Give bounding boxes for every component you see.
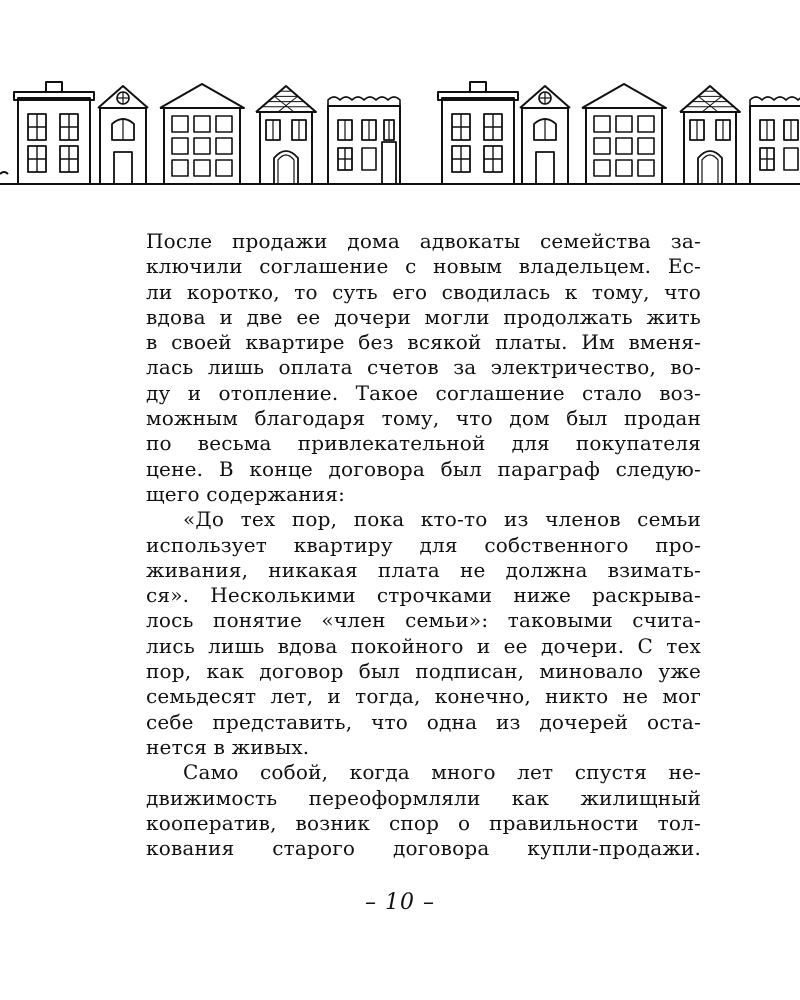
text-line: нется в живых. — [146, 734, 310, 759]
text-line: вдова и две ее дочери могли продолжать жить — [146, 304, 701, 329]
text-line: ключили соглашение с новым владельцем. Ес- — [146, 254, 701, 279]
text-line: в своей квартире без всякой платы. Им вменя- — [146, 330, 701, 355]
text-line: можным благодаря тому, что дом был продан — [146, 406, 701, 431]
text-line: «До тех пор, пока кто-то из членов семьи — [183, 507, 701, 532]
text-line: ду и отопление. Такое соглашение стало воз- — [146, 380, 701, 405]
text-line: по весьма привлекательной для покупателя — [146, 431, 701, 456]
text-line: движимость переоформляли как жилищный — [146, 785, 701, 810]
text-line: себе представить, что одна из дочерей оста- — [146, 709, 701, 734]
text-line: Само собой, когда много лет спустя не- — [183, 760, 701, 785]
text-line: пор, как договор был подписан, миновало уже — [146, 659, 701, 684]
body-text — [146, 229, 701, 861]
page-number: – 10 – — [365, 890, 435, 915]
text-line: лось понятие «член семьи»: таковыми счита- — [146, 608, 701, 633]
houses-illustration — [0, 78, 800, 188]
text-line: щего содержания: — [146, 481, 346, 506]
text-line: использует квартиру для собственного про- — [146, 532, 701, 557]
text-line: живания, никакая плата не должна взимать- — [146, 557, 701, 582]
text-line: кования старого договора купли-продажи. — [146, 836, 701, 861]
text-line: лась лишь оплата счетов за электричество, во- — [146, 355, 701, 380]
text-line: кооператив, возник спор о правильности тол- — [146, 810, 701, 835]
text-line: семьдесят лет, и тогда, конечно, никто не мог — [146, 684, 701, 709]
text-line: После продажи дома адвокаты семейства за- — [146, 229, 701, 253]
text-line: ся». Несколькими строчками ниже раскрыва- — [146, 583, 701, 608]
text-line: лись лишь вдова покойного и ее дочери. С тех — [146, 633, 701, 658]
text-line: ли коротко, то суть его сводилась к тому, что — [146, 279, 701, 304]
text-line: цене. В конце договора был параграф следую- — [146, 456, 701, 481]
